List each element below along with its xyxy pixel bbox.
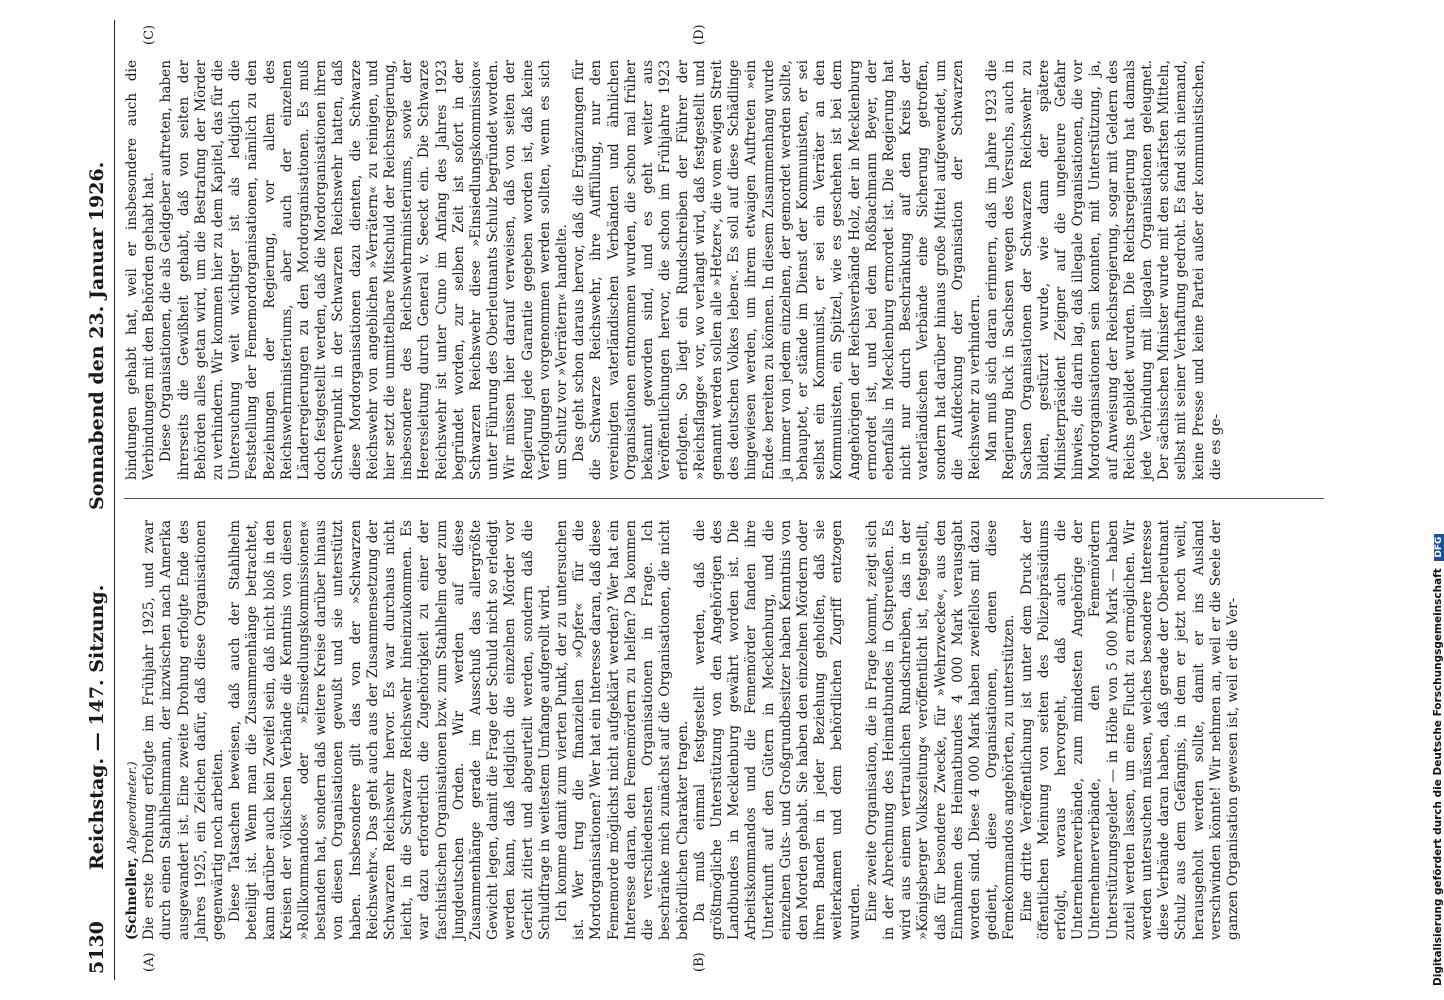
paragraph: Ich komme damit zum vierten Punkt, der zu untersuchen ist. Wer trug die finanziellen »Opfer« für die Mordorganisationen? Wer hat ein Interesse daran, daß diese Fememorde möglichst nicht aufgeklärt werden? Wer hat ein Interesse daran, den Fememördern zu helfen? Da kommen die verschiedensten Organisationen in Frage. Ich beschränke mich zunächst auf die Organisationen, die nicht behördlichen Charakter tragen. [554,520,691,940]
digitization-credit [1418,10,1444,990]
paragraph: Das geht schon daraus hervor, daß die Ergänzungen für die Schwarze Reichswehr, ihre Auffüllung, nur den vereinigten vaterländischen Verbänden und ähnlichen Organisationen entnommen wurden, die schon mal früher bekannt geworden sind, und es geht weiter aus Veröffentlichungen hervor, die schon im Frühjahre 1923 erfolgten. So liegt ein Rundschreiben der Führer der »Reichsflagge« vor, wo verlangt wird, daß festgestellt und genannt werden sollen alle »Hetzer«, die vom ewigen Streit des deutschen Volkes leben«. Es soll auf diese Schädlinge hingewiesen werden, um ihrem etwaigen Auftreten »ein Ende« bereiten zu können. In diesem Zusammenhang wurde ja immer von jedem einzelnen, der gemordet werden sollte, behauptet, er stände im Dienst der Kommunisten, er sei selbst ein Kommunist, er sei ein Verräter an den Kommunisten, ein Spitzel, wie es geschehen ist bei dem Angehörigen der Reichsverbände Holz, der in Mecklenburg ermordet ist, und bei dem Roßbachmann Beyer, der ebenfalls in Mecklenburg ermordet ist. Die Regierung hat nicht nur durch Beschränkung auf den Kreis der vaterländischen Verbände eine Sicherung getroffen, sondern hat darüber hinaus große Mittel aufgewendet, um die Aufdeckung der Organisation der Schwarzen Reichswehr zu verhindern. [571,60,983,480]
paragraph: Man muß sich daran erinnern, daß im Jahre 1923 die Regierung Buck in Sachsen wegen des Versuchs, auch in Sachsen Organisationen der Schwarzen Reichswehr zu bilden, gestürzt wurde, wie dann der spätere Ministerpräsident Zeigner auf die ungeheure Gefahr hinwies, die darin lag, daß illegale Organisationen, die vor Mordorganisationen sein konnten, mit Unterstützung, ja, auf Anweisung der Reichsregierung, sogar mit Geldern des Reichs gebildet wurden. Die Reichsregierung hat damals jede Verbindung mit illegalen Organisationen geleugnet. Der sächsischen Minister wurde mit den schärfsten Mitteln, selbst mit seiner Verhaftung gedroht. Es fand sich niemand, keine Presse und keine Partei außer der kommunistischen, die es ge- [984,60,1224,480]
left-column [124,520,1324,940]
paragraph: bindungen gehabt hat, weil er insbesondere auch die Verbindungen mit den Behörden gehabt hat. [124,60,158,480]
paragraph: Eine dritte Veröffentlichung ist unter dem Druck der öffentlichen Meinung von seiten des Polizeipräsidiums erfolgt, woraus hervorgeht, daß auch die Unternehmerverbände, zum mindesten Angehörige der Unternehmerverbände, den Fememördern Unterstützungsgelder — in Höhe von 5 000 Mark — haben zuteil werden lassen, um eine Flucht zu ermöglichen. Wir werden untersuchen müssen, welches besondere Interesse diese Verbände daran haben, daß gerade der Oberleutnant Schulz aus dem Gefängnis, in dem er jetzt noch weilt, herausgeholt werden sollte, damit er ins Ausland verschwinden könnte! Wir nehmen an, weil er die Seele der ganzen Organisation gewesen ist, weil er die Ver- [1018,520,1241,940]
paragraph: Da muß einmal festgestellt werden, daß die größtmögliche Unterstützung von den Angehörigen des Landbundes in Mecklenburg gewährt worden ist. Die Arbeitskommandos und die Fememörder fanden ihre Unterkunft auf den Gütern in Mecklenburg, und die einzelnen Guts- und Großgrundbesitzer haben Kenntnis von den Morden gehabt. Sie haben den einzelnen Mördern oder ihren Banden in jeder Beziehung geholfen, daß sie weiterkamen und dem behördlichen Zugriff entzogen wurden. [691,520,863,940]
margin-marker-a: (A) [142,952,157,972]
page-title: Reichstag. — 147. Sitzung. [86,584,108,870]
paragraph: Die erste Drohung erfolgte im Frühjahr 1925, und zwar durch einen Stahlhelmmann, der inzwischen nach Amerika ausgewandert ist. Eine zweite Drohung erfolgte Ende des Jahres 1925, ein Zeichen dafür, daß diese Organisationen gegenwärtig noch arbeiten. [141,520,227,940]
column-divider [124,498,1324,499]
paragraph: Eine zweite Organisation, die in Frage kommt, zeigt sich in der Abrechnung des Heimatbundes in Ostpreußen. Es wird aus einem vertraulichen Rundschreiben, das in der »Königsberger Volkszeitung« veröffentlicht ist, festgestellt, daß für besondere Zwecke, für »Wehrzwecke«, aus den Einnahmen des Heimatbundes 4 000 Mark verausgabt worden sind. Diese 4 000 Mark haben zweifellos mit dazu gedient, diese Organisationen, denen diese Femekommandos angehörten, zu unterstützen. [863,520,1018,940]
page-number: 5130 [86,921,108,974]
credit-text: Digitalisierung gefördert durch die Deutsche Forschungsgemeinschaft [1432,568,1444,986]
paragraph: Diese Organisationen, die als Geldgeber auftreten, haben ihrerseits die Gewißheit gehabt, daß von seiten der Behörden alles getan wird, um die Bestrafung der Mörder zu verhindern. Wir kommen hier zu dem Kapitel, das für die Untersuchung weit wichtiger ist als lediglich die Feststellung der Fememordorganisationen, nämlich zu den Beziehungen der Regierung, vor allem des Reichswehrministeriums, aber auch der einzelnen Länderregierungen zu den Mordorganisationen. Es muß doch festgestellt werden, daß die Mordorganisationen ihren Schwerpunkt in der Schwarzen Reichswehr hatten, daß diese Mordorganisationen dazu dienten, die Schwarze Reichswehr von angeblichen »Verrätern« zu reinigen, und hier setzt die unmittelbare Mitschuld der Reichsregierung, insbesondere des Reichswehrministeriums, sowie der Heeresleitung durch General v. Seeckt ein. Die Schwarze Reichswehr ist unter Cuno im Anfang des Jahres 1923 begründet worden, zur selben Zeit ist sofort in der Schwarzen Reichswehr diese »Einsiedlungskommission« unter Führung des Oberleutnants Schulz begründet worden. Wir müssen hier darauf verweisen, daß von seiten der Regierung jede Garantie gegeben worden ist, daß keine Verfolgungen vorgenommen werden sollten, wenn es sich um Schutz vor »Verrätern« handelte. [158,60,571,480]
margin-marker-b: (B) [692,952,707,972]
right-column [124,60,1324,480]
margin-marker-c: (C) [142,24,157,45]
digitization-credit-text [1432,534,1444,986]
paragraph: Diese Tatsachen beweisen, daß auch der Stahlhelm beteiligt ist. Wenn man die Zusammenhänge betrachtet, kann darüber auch kein Zweifel sein, daß nicht bloß in den Kreisen der völkischen Verbände die Kenntnis von diesen »Rollkommandos« oder »Einsiedlungskommissionen« bestanden hat, sondern daß weitere Kreise darüber hinaus von diesen Organisationen gewußt und sie unterstützt haben. Insbesondere gilt das von der »Schwarzen Reichswehr«. Das geht auch aus der Zusammensetzung der Schwarzen Reichswehr hervor. Es war durchaus nicht leicht, in die Schwarze Reichswehr hineinzukommen. Es war dazu erforderlich die Zugehörigkeit zu einer der faschistischen Organisationen bzw. zum Stahlhelm oder zum Jungdeutschen Orden. Wir werden auf diese Zusammenhänge gerade im Ausschuß das allergrößte Gewicht legen, damit die Frage der Schuld nicht so erledigt werden kann, daß lediglich die einzelnen Mörder vor Gericht zitiert und abgeurteilt werden, sondern daß die Schuldfrage in weitestem Umfange aufgerollt wird. [227,520,553,940]
speaker-role: Abgeordneter.) [125,761,139,853]
rotated-document [80,20,1370,980]
speaker-line [124,520,141,940]
dfg-logo: DFG [1434,534,1444,561]
margin-marker-d: (D) [692,24,707,45]
header-rule [114,20,115,980]
session-date: Sonnabend den 23. Januar 1926. [86,161,108,510]
page-header [80,20,120,980]
speaker-name: (Schneller, [124,857,140,940]
